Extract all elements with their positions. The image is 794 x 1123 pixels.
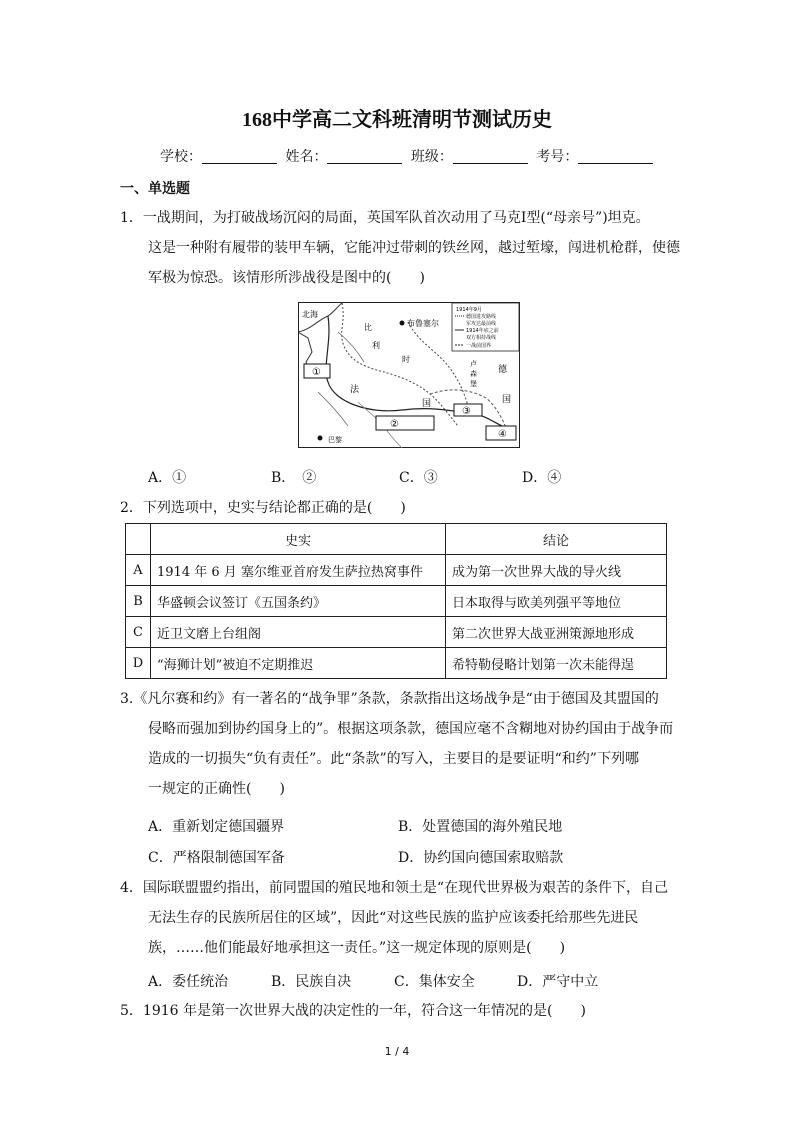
map-label-country-char: 国 <box>422 399 432 409</box>
table-cell: 希特勒侵略计划第一次未能得逞 <box>446 648 667 679</box>
table-cell: A <box>126 555 151 586</box>
map-label-country-char: 卢 <box>470 360 477 368</box>
map-label-country-char: 堡 <box>470 380 477 388</box>
option-a[interactable]: A．委任统治 <box>148 974 229 990</box>
map-label-country-char: 比 <box>364 323 372 332</box>
ww1-western-front-map <box>298 302 520 448</box>
legend-text: 德国进攻路线 <box>466 314 497 320</box>
question-3-line: 一规定的正确性( ) <box>148 781 285 797</box>
class-label: 班级： <box>410 149 453 165</box>
option-a[interactable]: A．① <box>148 470 187 486</box>
battle-marker-label: ① <box>312 367 321 378</box>
option-c[interactable]: C．集体安全 <box>394 974 475 990</box>
table-cell: 成为第一次世界大战的导火线 <box>446 555 667 586</box>
map-label-country-char: 国 <box>502 395 512 405</box>
map-label-country-char: 法 <box>350 385 360 395</box>
question-4-line: 无法生存的民族所居住的区域”，因此“对这些民族的监护应该委托给那些先进民 <box>148 910 639 926</box>
battle-marker-label: ② <box>390 419 399 430</box>
class-blank[interactable] <box>453 149 528 164</box>
school-blank[interactable] <box>202 149 277 164</box>
table-header-cell <box>126 524 151 555</box>
exam-no-label: 考号： <box>536 149 579 165</box>
table-cell: “海狮计划”被迫不定期推迟 <box>151 648 446 679</box>
legend-text: 一战前国界 <box>466 343 492 349</box>
table-cell: 近卫文磨上台组阁 <box>151 617 446 648</box>
option-d[interactable]: D．严守中立 <box>517 974 599 990</box>
table-cell: B <box>126 586 151 617</box>
table-header-cell: 结论 <box>446 524 667 555</box>
map-label-brussels: 布鲁塞尔 <box>407 319 439 328</box>
student-info-line <box>160 146 657 166</box>
section-heading: 一、单选题 <box>120 181 190 197</box>
option-b[interactable]: B．处置德国的海外殖民地 <box>398 819 563 835</box>
option-c[interactable]: C．③ <box>399 470 438 486</box>
table-header-cell: 史实 <box>151 524 446 555</box>
map-label-country-char: 时 <box>402 355 410 364</box>
table-header-row <box>126 524 667 555</box>
question-1-line: 1．一战期间，为打破战场沉闷的局面，英国军队首次动用了马克Ⅰ型(“母亲号”)坦克。 <box>120 210 650 226</box>
table-row[interactable] <box>126 555 667 586</box>
map-label-paris: 巴黎 <box>328 436 342 444</box>
question-5 <box>120 996 695 1026</box>
question-3-line: 侵略而强加到协约国身上的”。根据这项条款，德国应毫不含糊地对协约国由于战争而 <box>148 721 674 737</box>
question-2-table <box>125 523 667 679</box>
page-number: 1 / 4 <box>384 1045 410 1058</box>
legend-text: 1914年底之前 <box>466 328 499 334</box>
map-label-country-char: 利 <box>372 341 380 350</box>
battle-marker-box <box>376 416 434 430</box>
question-4-line: 族，……他们能最好地承担这一责任。”这一规定体现的原则是( ) <box>148 940 566 956</box>
table-cell: 日本取得与欧美列强平等地位 <box>446 586 667 617</box>
option-b[interactable]: B． ② <box>271 470 317 486</box>
table-cell: 第二次世界大战亚洲策源地形成 <box>446 617 667 648</box>
table-row[interactable] <box>126 617 667 648</box>
question-1 <box>120 203 690 293</box>
table-cell: D <box>126 648 151 679</box>
name-blank[interactable] <box>327 149 402 164</box>
table-row[interactable] <box>126 648 667 679</box>
option-b[interactable]: B．民族自决 <box>271 974 352 990</box>
question-4 <box>120 873 695 963</box>
name-label: 姓名： <box>285 149 328 165</box>
legend-text: 军攻达最前线 <box>466 321 497 327</box>
map-label-country-char: 森 <box>470 370 477 378</box>
table-cell: 1914 年 6 月 塞尔维亚首府发生萨拉热窝事件 <box>151 555 446 586</box>
map-label-country-char: 德 <box>498 365 508 375</box>
page-title: 168中学高二文科班清明节测试历史 <box>242 109 552 131</box>
table-cell: C <box>126 617 151 648</box>
question-3 <box>120 684 695 804</box>
option-c[interactable]: C．严格限制德国军备 <box>148 850 285 866</box>
exam-no-blank[interactable] <box>578 149 653 164</box>
paris-city-marker <box>318 436 323 441</box>
school-label: 学校： <box>160 149 202 165</box>
option-d[interactable]: D．④ <box>522 470 562 486</box>
option-d[interactable]: D．协约国向德国索取赔款 <box>398 850 564 866</box>
legend-text: 双方相持战线 <box>466 335 497 341</box>
option-a[interactable]: A．重新划定德国疆界 <box>148 819 285 835</box>
question-5-line: 5．1916 年是第一次世界大战的决定性的一年，符合这一年情况的是( ) <box>120 1003 586 1019</box>
battle-marker-label: ③ <box>462 406 471 417</box>
question-1-line: 军极为惊恐。该情形所涉战役是图中的( ) <box>148 270 425 286</box>
legend-text: 1914年9月 <box>456 307 482 313</box>
map-label-north-sea: 北海 <box>302 310 318 319</box>
brussels-city-marker <box>400 321 405 326</box>
question-4-line: 4．国际联盟盟约指出，前同盟国的殖民地和领土是“在现代世界极为艰苦的条件下，自己 <box>120 880 669 896</box>
question-2-stem: 2．下列选项中，史实与结论都正确的是( ) <box>120 500 406 516</box>
question-3-line: 造成的一切损失“负有责任”。此“条款”的写入，主要目的是要证明“和约”下列哪 <box>148 751 639 767</box>
question-3-line: 3.《凡尔赛和约》有一著名的“战争罪”条款，条款指出这场战争是“由于德国及其盟国的 <box>120 691 659 707</box>
table-row[interactable] <box>126 586 667 617</box>
battle-marker-label: ④ <box>498 429 507 440</box>
question-1-line: 这是一种附有履带的装甲车辆，它能冲过带刺的铁丝网，越过堑壕，闯进机枪群，使德 <box>148 240 680 256</box>
table-cell: 华盛顿会议签订《五国条约》 <box>151 586 446 617</box>
